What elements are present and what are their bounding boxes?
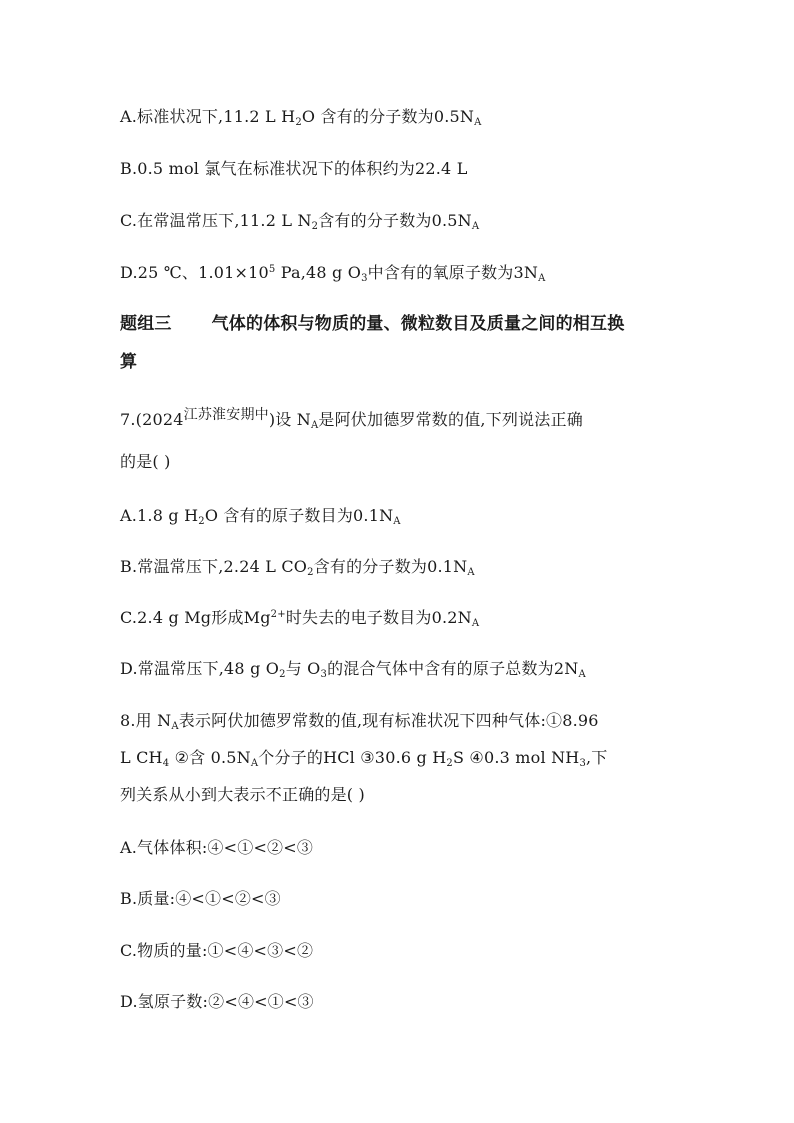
- text: D.25 ℃、1.01×10: [120, 263, 269, 282]
- subscript: 2: [295, 117, 302, 128]
- subscript: 4: [162, 758, 170, 769]
- text: O 含有的原子数目为0.1N: [204, 506, 394, 525]
- subscript: A: [393, 516, 401, 527]
- text: )设 N: [268, 410, 311, 429]
- subscript: 2: [446, 758, 453, 769]
- superscript: 2+: [270, 609, 286, 620]
- text: C.物质的量:①<④<③<②: [120, 941, 314, 960]
- group-label: 题组三: [120, 314, 172, 334]
- text: B.0.5 mol 氯气在标准状况下的体积约为22.4 L: [120, 159, 468, 178]
- text: 含有的分子数为0.5N: [318, 211, 472, 230]
- q8-option-b: [120, 888, 281, 910]
- text: A.气体体积:④<①<②<③: [120, 838, 314, 857]
- q7-option-d: [120, 658, 586, 680]
- q8-stem: [120, 710, 599, 732]
- subscript: A: [538, 273, 546, 284]
- text: 列关系从小到大表示不正确的是( ): [120, 785, 365, 804]
- text: A.标准状况下,11.2 L H: [120, 107, 296, 126]
- subscript: 3: [320, 669, 328, 680]
- q8-option-c: [120, 940, 313, 962]
- text: O 含有的分子数为0.5N: [301, 107, 475, 126]
- q7-option-c: [120, 607, 479, 629]
- subscript: A: [578, 669, 586, 680]
- text: A.1.8 g H: [120, 506, 199, 525]
- subscript: A: [471, 221, 480, 232]
- q6-option-b: [120, 158, 468, 180]
- q7-stem-cont: [120, 451, 171, 473]
- text: B.常温常压下,2.24 L CO: [120, 557, 308, 576]
- q8-option-d: [120, 991, 314, 1013]
- q6-option-d: [120, 262, 545, 284]
- group3-heading-cont: [120, 351, 137, 373]
- subscript: 2: [311, 221, 319, 232]
- text: 表示阿伏加德罗常数的值,现有标准状况下四种气体:①8.96: [178, 711, 599, 730]
- group-title-cont: 算: [120, 352, 138, 372]
- subscript: 3: [579, 758, 587, 769]
- subscript: 2: [198, 516, 205, 527]
- text: B.质量:④<①<②<③: [120, 889, 281, 908]
- subscript: A: [467, 567, 475, 578]
- text: 的是( ): [120, 452, 171, 471]
- text: ②含 0.5N: [169, 748, 251, 767]
- text: 的混合气体中含有的原子总数为2N: [327, 659, 579, 678]
- text: C.在常温常压下,11.2 L N: [120, 211, 312, 230]
- subscript: A: [171, 721, 179, 732]
- group3-heading: [120, 313, 624, 335]
- subscript: 2: [279, 669, 286, 680]
- q7-stem: [120, 409, 583, 431]
- text: Pa,48 g O: [275, 263, 362, 282]
- text: 8.用 N: [120, 711, 172, 730]
- text: 7.(2024: [120, 410, 184, 429]
- subscript: A: [474, 117, 482, 128]
- subscript: A: [471, 618, 480, 629]
- text: 与 O: [285, 659, 321, 678]
- q8-stem-line2: [120, 747, 608, 769]
- q6-option-a: [120, 106, 482, 128]
- text: 个分子的HCl ③30.6 g H: [258, 748, 447, 767]
- source-tag: 江苏淮安期中: [183, 407, 269, 423]
- text: 是阿伏加德罗常数的值,下列说法正确: [318, 410, 583, 429]
- text: D.氢原子数:②<④<①<③: [120, 992, 314, 1011]
- q6-option-c: [120, 210, 479, 232]
- text: L CH: [120, 748, 163, 767]
- q8-option-a: [120, 837, 313, 859]
- subscript: A: [310, 420, 319, 431]
- text: S ④0.3 mol NH: [452, 748, 580, 767]
- q7-option-a: [120, 505, 401, 527]
- text: C.2.4 g Mg形成Mg: [120, 608, 271, 627]
- subscript: A: [250, 758, 259, 769]
- text: 中含有的氧原子数为3N: [367, 263, 539, 282]
- q7-option-b: [120, 556, 475, 578]
- subscript: 3: [361, 273, 368, 284]
- superscript: 5: [268, 264, 276, 275]
- text: 时失去的电子数目为0.2N: [285, 608, 472, 627]
- group-title: 气体的体积与物质的量、微粒数目及质量之间的相互换: [211, 314, 625, 334]
- subscript: 2: [307, 567, 314, 578]
- q8-stem-line3: [120, 784, 365, 806]
- text: D.常温常压下,48 g O: [120, 659, 280, 678]
- text: 含有的分子数为0.1N: [313, 557, 468, 576]
- text: ,下: [586, 748, 608, 767]
